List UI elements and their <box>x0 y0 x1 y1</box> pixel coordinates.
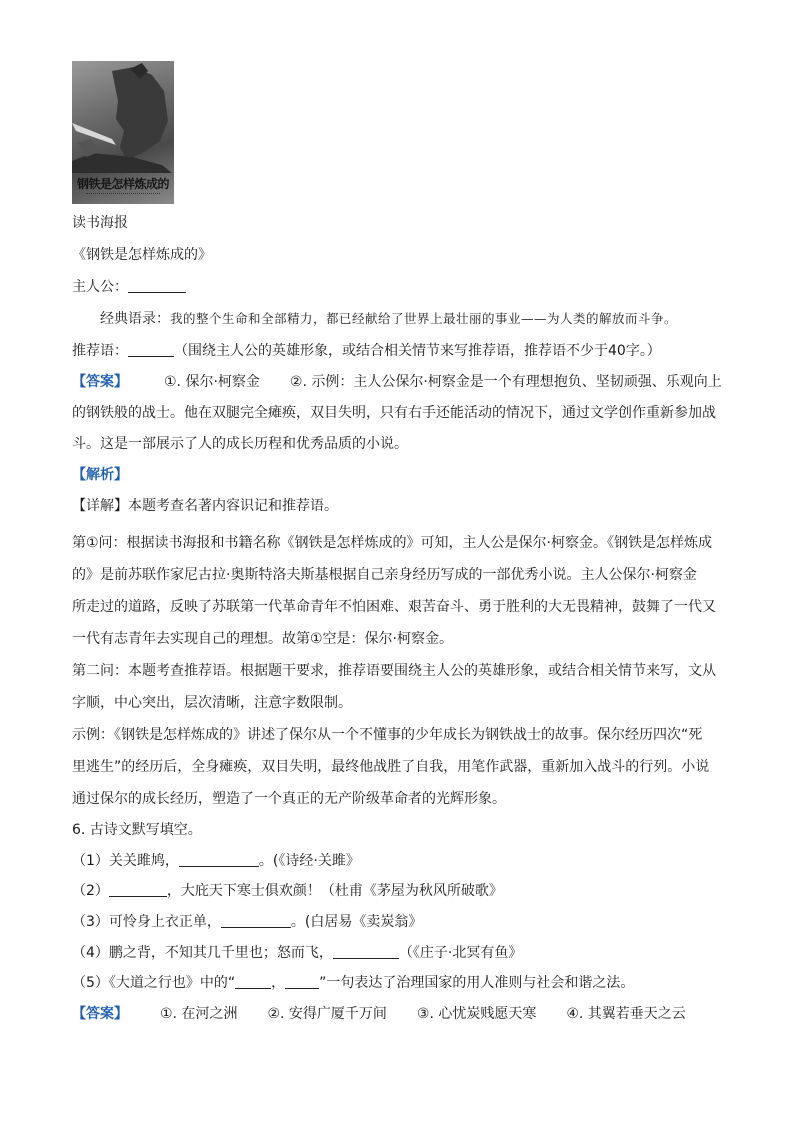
protagonist-blank <box>128 278 186 293</box>
q6-item4-post: （《庄子·北冥有鱼》 <box>398 945 523 961</box>
q6-item4-pre: （4）鹏之背，不知其几千里也；怒而飞， <box>72 945 333 961</box>
q6-item4 <box>72 943 734 963</box>
answer6-line <box>72 1004 734 1024</box>
answer5-item2: ②. 示例：主人公保尔·柯察金是一个有理想抱负、坚韧顽强、乐观向上 <box>289 374 722 390</box>
answer6-tag: 【答案】 <box>72 1006 128 1022</box>
analysis-tag: 【解析】 <box>72 467 128 483</box>
answer5-line1 <box>72 372 734 392</box>
cover-subtitle-line <box>86 193 160 197</box>
q6-item3-pre: （3）可怜身上衣正单， <box>72 914 221 930</box>
answer-tag: 【答案】 <box>72 374 128 390</box>
recommend-label: 推荐语： <box>72 343 128 359</box>
example-line3: 通过保尔的成长经历，塑造了一个真正的无产阶级革命者的光辉形象。 <box>72 791 506 807</box>
detail-text: 本题考查名著内容识记和推荐语。 <box>128 498 338 514</box>
cover-title: 钢铁是怎样炼成的 <box>76 177 169 191</box>
example-line2: 里逃生”的经历后，全身瘫痪，双目失明，最终他战胜了自我，用笔作武器，重新加入战斗的行列。小说 <box>72 759 710 775</box>
poster-recommend <box>72 341 734 361</box>
q6-item5-pre: （5）《大道之行也》中的“ <box>72 975 236 991</box>
q6-item1-pre: （1）关关雎鸠， <box>72 853 179 869</box>
answer5-item1: ①. 保尔·柯察金 <box>164 374 260 390</box>
q6-item3-post: 。(白居易《卖炭翁》 <box>290 914 423 930</box>
answer5-line2: 的钢铁般的战士。他在双腿完全瘫痪，双目失明，只有右手还能活动的情况下，通过文学创作重新参加战 <box>72 405 716 421</box>
q6-blank3 <box>221 913 291 928</box>
q1-line3: 所走过的道路，反映了苏联第一代革命青年不怕困难、艰苦奋斗、勇于胜利的大无畏精神，鼓舞了一代又 <box>72 599 716 615</box>
q6-item2-post: ，大庇天下寒士俱欢颜！（杜甫《茅屋为秋风所破歌》 <box>166 883 503 899</box>
poster-protagonist <box>72 277 734 297</box>
quote-label: 经典语录： <box>100 311 170 327</box>
answer6-item3: ③. 心忧炭贱愿天寒 <box>416 1006 537 1022</box>
q1-line1: 第①问：根据读书海报和书籍名称《钢铁是怎样炼成的》可知，主人公是保尔·柯察金。《钢铁是怎样炼成 <box>72 535 712 551</box>
example-line1: 示例：《钢铁是怎样炼成的》讲述了保尔从一个不懂事的少年成长为钢铁战士的故事。保尔经历四次“死 <box>72 727 703 743</box>
question6-title: 6. 古诗文默写填空。 <box>72 822 202 838</box>
q6-blank2 <box>109 882 167 897</box>
quote-text: 我的整个生命和全部精力，都已经献给了世界上最壮丽的事业——为人类的解放而斗争。 <box>170 311 678 326</box>
q6-blank1 <box>179 852 259 867</box>
q1-line2: 的》是前苏联作家尼古拉·奥斯特洛夫斯基根据自己亲身经历写成的一部优秀小说。主人公保尔·柯察金 <box>72 567 697 583</box>
book-cover-image <box>72 61 174 204</box>
answer5-line3: 斗。这是一部展示了人的成长历程和优秀品质的小说。 <box>72 436 408 452</box>
q2-line2: 字顺，中心突出，层次清晰，注意字数限制。 <box>72 695 352 711</box>
q6-item2 <box>72 881 734 901</box>
q6-item1 <box>72 851 734 871</box>
q6-item5 <box>72 973 734 993</box>
poster-book-title: 《钢铁是怎样炼成的》 <box>72 247 212 263</box>
q6-item2-pre: （2） <box>72 883 109 899</box>
q6-item5-post: ”一句表达了治理国家的用人准则与社会和谐之法。 <box>319 975 635 991</box>
recommend-blank <box>128 342 174 357</box>
q6-item3 <box>72 912 734 932</box>
q6-item5-mid: ， <box>271 975 286 991</box>
answer6-item4: ④. 其翼若垂天之云 <box>566 1006 686 1022</box>
poster-quote <box>100 309 734 329</box>
q6-blank5b <box>285 974 319 989</box>
q2-line1: 第二问：本题考查推荐语。根据题干要求，推荐语要围绕主人公的英雄形象，或结合相关情节来写，文从 <box>72 663 716 679</box>
q6-blank5a <box>235 974 271 989</box>
recommend-hint: （围绕主人公的英雄形象，或结合相关情节来写推荐语，推荐语不少于40字。） <box>174 343 661 359</box>
protagonist-label: 主人公： <box>72 279 128 295</box>
poster-heading: 读书海报 <box>72 215 128 231</box>
detail-tag: 【详解】 <box>72 498 128 514</box>
q1-line4: 一代有志青年去实现自己的理想。故第①空是：保尔·柯察金。 <box>72 631 453 647</box>
q6-item1-post: 。(《诗经·关雎》 <box>258 853 360 869</box>
answer6-item1: ①. 在河之洲 <box>160 1006 238 1022</box>
answer6-item2: ②. 安得广厦千万间 <box>267 1006 387 1022</box>
q6-blank4 <box>333 944 399 959</box>
detail-line <box>72 496 734 516</box>
